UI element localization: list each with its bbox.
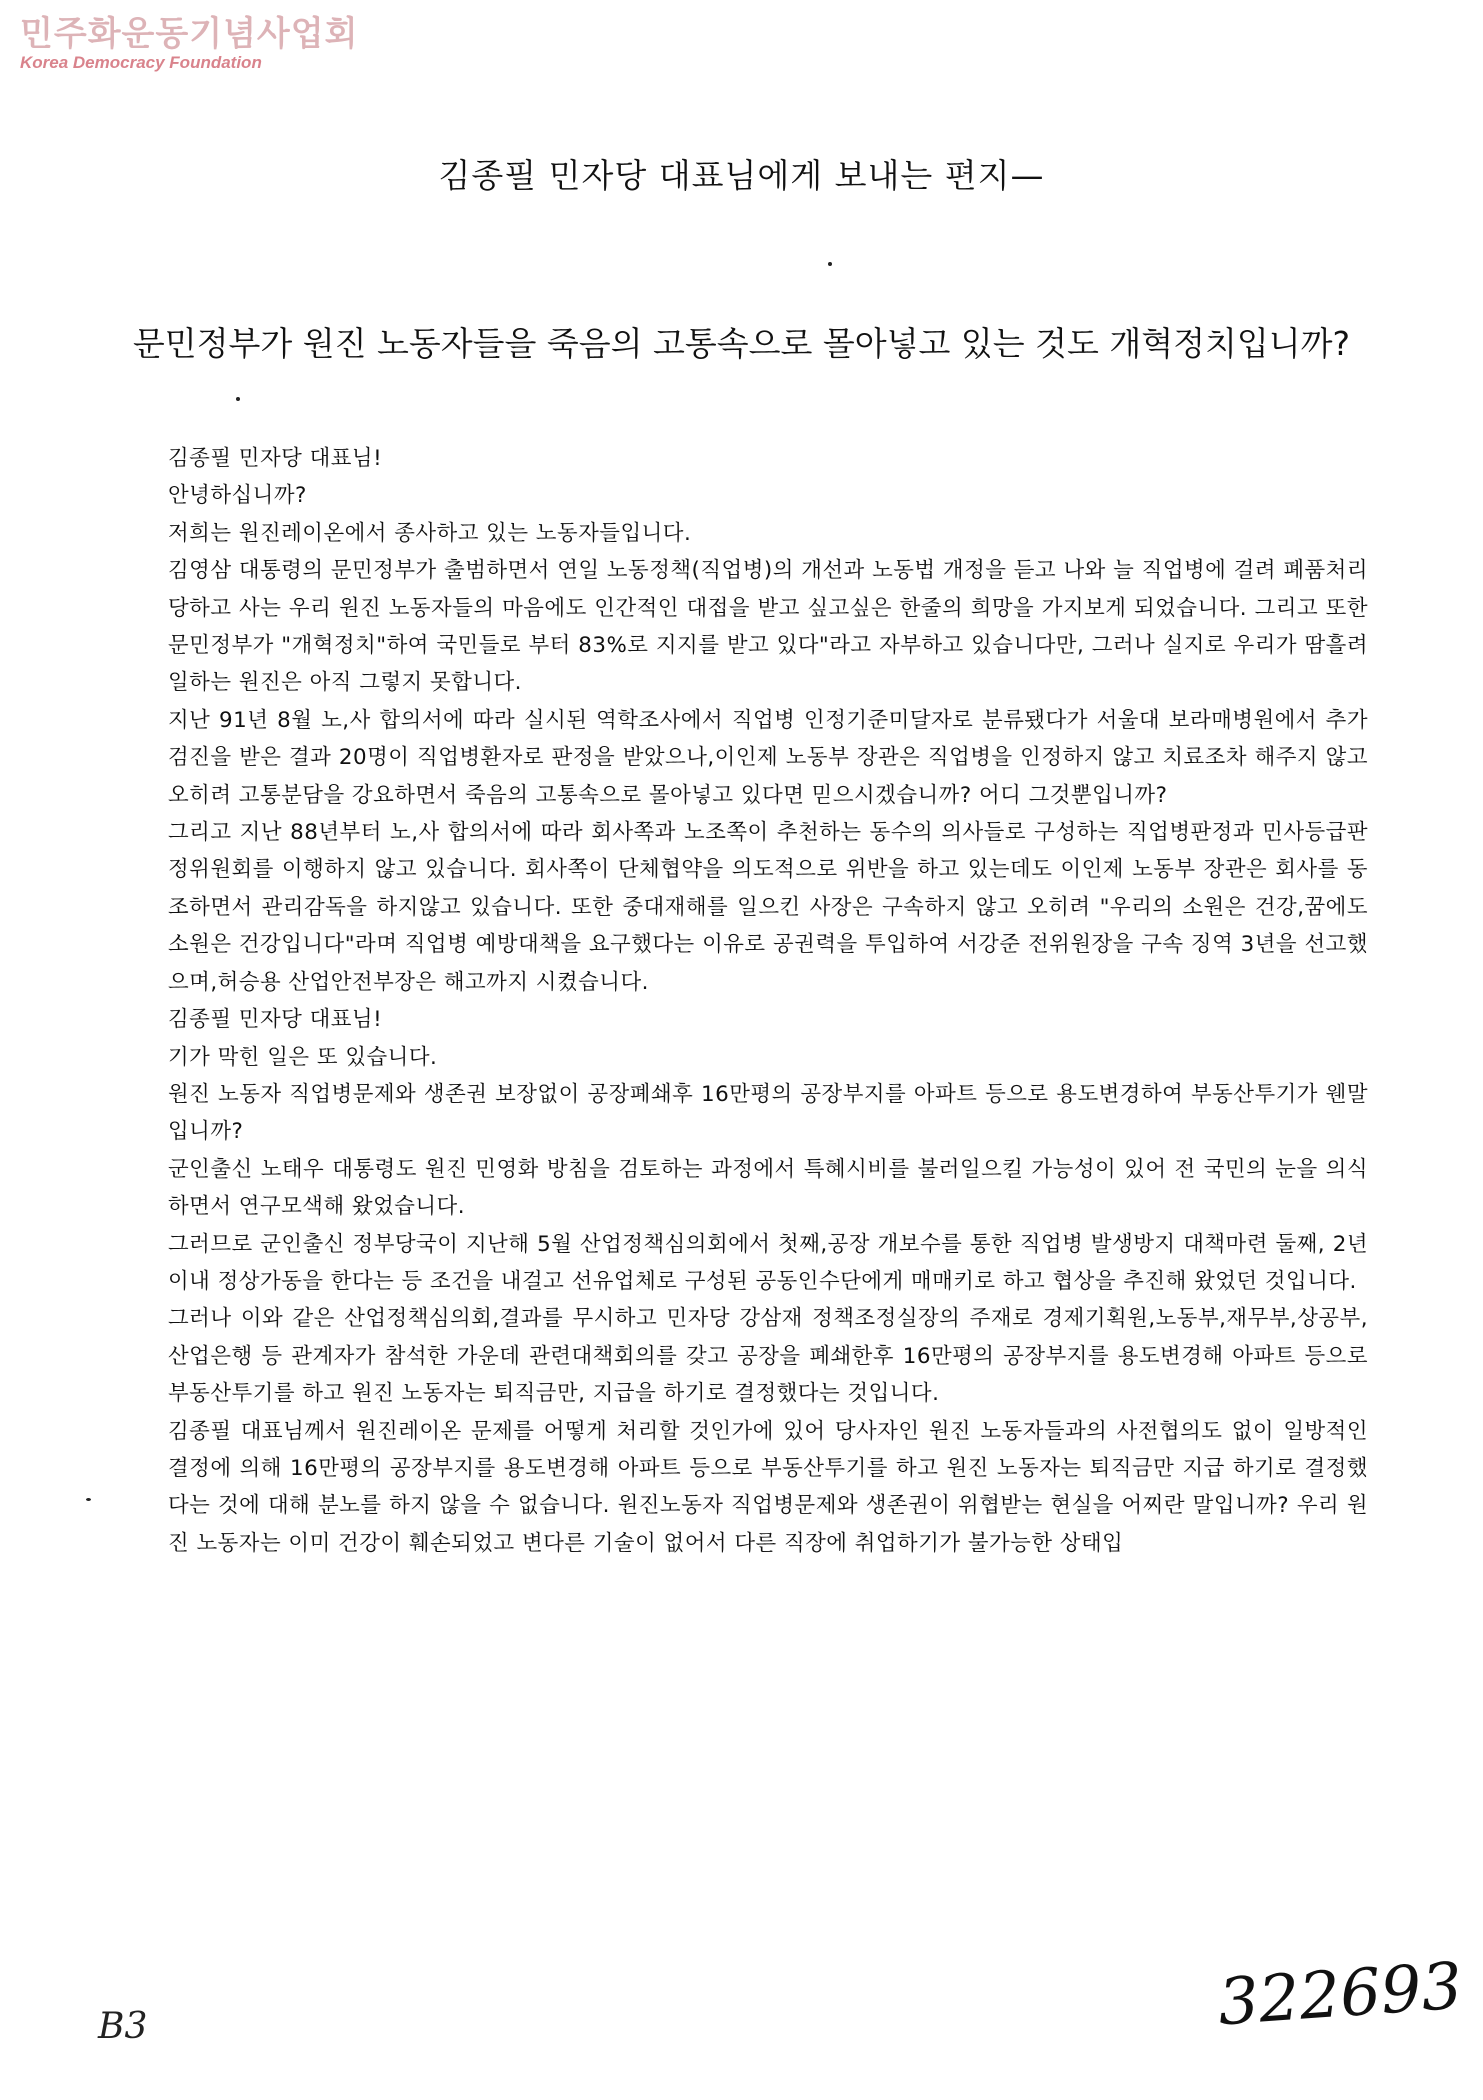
paragraph: 안녕하십니까?	[168, 483, 307, 509]
paragraph: 그러나 이와 같은 산업정책심의회,결과를 무시하고 민자당 강삼재 정책조정실장의 주재로 경제기획원,노동부,재무부,상공부,산업은행 등 관계자가 참석한 가운데 관련대책회의를 갖고 공장을 폐쇄한후 16만평의 공장부지를 용도변경해 아파트 등으로 부동산투기를 하고 원진 노동자는 퇴직금만, 지급을 하기로 결정했다는 것입니다.	[168, 1306, 1369, 1407]
archive-number: 322693	[1215, 1949, 1465, 2041]
stray-mark	[828, 262, 832, 266]
paragraph: 김종필 대표님께서 원진레이온 문제를 어떻게 처리할 것인가에 있어 당사자인 원진 노동자들과의 사전협의도 없이 일방적인 결정에 의해 16만평의 공장부지를 용도변경해 아파트 등으로 부동산투기를 하고 원진 노동자는 퇴직금만 지급 하기로 결정했다는 것에 대해 분노를 하지 않을 수 없습니다. 원진노동자 직업병문제와 생존권이 위협받는 현실을 어찌란 말입니까? 우리 원진 노동자는 이미 건강이 훼손되었고 변다른 기술이 없어서 다른 직장에 취업하기가 불가능한 상태입	[168, 1418, 1368, 1556]
paragraph: 지난 91년 8월 노,사 합의서에 따라 실시된 역학조사에서 직업병 인정기준미달자로 분류됐다가 서울대 보라매병원에서 추가검진을 받은 결과 20명이 직업병환자로 판정을 받았으나,이인제 노동부 장관은 직업병을 인정하지 않고 치료조차 해주지 않고 오히려 고통분담을 강요하면서 죽음의 고통속으로 몰아넣고 있다면 믿으시겠습니까? 어디 그것뿐입니까?	[168, 707, 1368, 808]
paragraph: 기가 막힌 일은 또 있습니다.	[168, 1044, 438, 1070]
foundation-watermark	[20, 14, 358, 74]
letter-body	[168, 440, 1368, 1562]
paragraph: 그리고 지난 88년부터 노,사 합의서에 따라 회사쪽과 노조쪽이 추천하는 동수의 의사들로 구성하는 직업병판정과 민사등급판정위원회를 이행하지 않고 있습니다. 회사쪽이 단체협약을 의도적으로 위반을 하고 있는데도 이인제 노동부 장관은 회사를 동조하면서 관리감독을 하지않고 있습니다. 또한 중대재해를 일으킨 사장은 구속하지 않고 오히려 "우리의 소원은 건강,꿈에도 소원은 건강입니다"라며 직업병 예방대책을 요구했다는 이유로 공권력을 투입하여 서강준 전위원장을 구속 징역 3년을 선고했으며,허승용 산업안전부장은 해고까지 시켰습니다.	[168, 820, 1368, 995]
paragraph: 김영삼 대통령의 문민정부가 출범하면서 연일 노동정책(직업병)의 개선과 노동법 개정을 듣고 나와 늘 직업병에 걸려 폐품처리 당하고 사는 우리 원진 노동자들의 마음에도 인간적인 대접을 받고 싶고싶은 한줄의 희망을 가지보게 되었습니다. 그리고 또한 문민정부가 "개혁정치"하여 국민들로 부터 83%로 지지를 받고 있다"라고 자부하고 있습니다만, 그러나 실지로 우리가 땀흘려 일하는 원진은 아직 그렇지 못합니다.	[168, 558, 1368, 696]
paragraph: 김종필 민자당 대표님!	[168, 1007, 383, 1033]
letter-title: 김종필 민자당 대표님에게 보내는 편지—	[438, 156, 1045, 195]
stray-mark	[86, 1498, 91, 1501]
watermark-korean: 민주화운동기념사업회	[20, 14, 359, 54]
page-label: B3	[98, 2006, 148, 2047]
paragraph: 그러므로 군인출신 정부당국이 지난해 5월 산업정책심의회에서 첫째,공장 개보수를 통한 직업병 발생방지 대책마련 둘째, 2년이내 정상가동을 한다는 등 조건을 내걸고 선유업체로 구성된 공동인수단에게 매매키로 하고 협상을 추진해 왔었던 것입니다.	[168, 1231, 1368, 1294]
watermark-english: Korea Democracy Foundation	[20, 53, 262, 72]
paragraph: 저희는 원진레이온에서 종사하고 있는 노동자들입니다.	[168, 520, 692, 546]
letter-subtitle: 문민정부가 원진 노동자들을 죽음의 고통속으로 몰아넣고 있는 것도 개혁정치입니까?	[132, 324, 1351, 363]
paragraph: 원진 노동자 직업병문제와 생존권 보장없이 공장폐쇄후 16만평의 공장부지를 아파트 등으로 용도변경하여 부동산투기가 웬말입니까?	[168, 1081, 1368, 1145]
paragraph: 군인출신 노태우 대통령도 원진 민영화 방침을 검토하는 과정에서 특혜시비를 불러일으킬 가능성이 있어 전 국민의 눈을 의식하면서 연구모색해 왔었습니다.	[168, 1156, 1368, 1220]
paragraph: 김종필 민자당 대표님!	[168, 446, 383, 471]
stray-mark	[236, 397, 240, 401]
